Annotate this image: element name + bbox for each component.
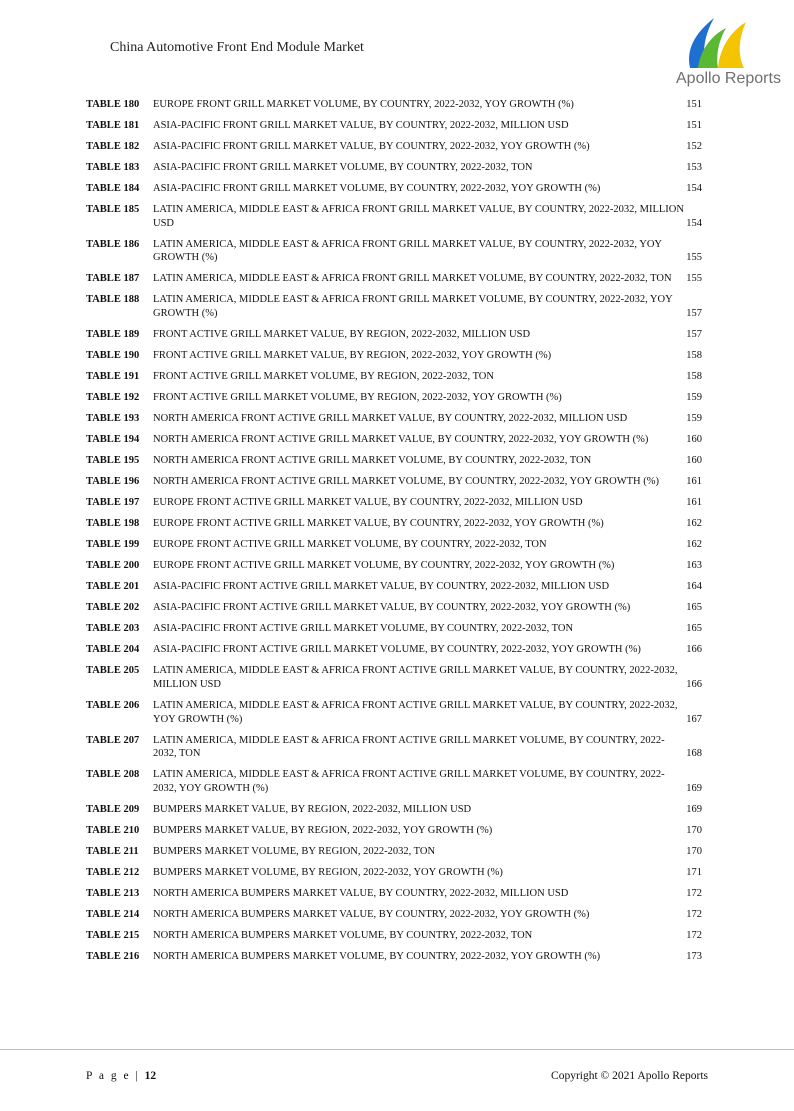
toc-table-title: FRONT ACTIVE GRILL MARKET VOLUME, BY REGION, 2022-2032, YOY GROWTH (%) [153, 392, 562, 404]
toc-table-number: TABLE 180 [86, 99, 140, 110]
toc-table-title: BUMPERS MARKET VOLUME, BY REGION, 2022-2032, TON [153, 845, 436, 857]
toc-entry[interactable] [86, 161, 706, 175]
toc-table-number: TABLE 209 [86, 803, 140, 815]
toc-entry[interactable] [86, 119, 706, 133]
toc-entry[interactable] [86, 887, 706, 901]
toc-table-number: TABLE 212 [86, 866, 140, 878]
toc-page-number: 165 [686, 602, 702, 614]
toc-page-number: 157 [686, 308, 702, 320]
toc-page-number: 157 [686, 329, 702, 341]
toc-table-number: TABLE 199 [86, 539, 140, 551]
toc-entry[interactable] [86, 768, 706, 795]
toc-table-number: TABLE 213 [86, 887, 140, 899]
toc-table-title: BUMPERS MARKET VOLUME, BY REGION, 2022-2032, YOY GROWTH (%) [153, 866, 503, 878]
toc-entry[interactable] [86, 98, 706, 112]
toc-table-title: LATIN AMERICA, MIDDLE EAST & AFRICA FRONT GRILL MARKET VALUE, BY COUNTRY, 2022-2032, YOY GROWTH (%) [153, 238, 662, 264]
toc-table-title: LATIN AMERICA, MIDDLE EAST & AFRICA FRONT ACTIVE GRILL MARKET VALUE, BY COUNTRY, 2022-2032, YOY GROWTH (%) [153, 699, 678, 725]
toc-entry[interactable] [86, 559, 706, 573]
toc-table-title: FRONT ACTIVE GRILL MARKET VALUE, BY REGION, 2022-2032, YOY GROWTH (%) [153, 350, 552, 362]
toc-table-number: TABLE 187 [86, 273, 140, 285]
toc-entry[interactable] [86, 182, 706, 196]
toc-page-number: 169 [686, 803, 702, 815]
toc-table-number: TABLE 196 [86, 476, 140, 488]
toc-table-title: ASIA-PACIFIC FRONT GRILL MARKET VALUE, BY COUNTRY, 2022-2032, MILLION USD [153, 120, 569, 131]
toc-table-number: TABLE 188 [86, 294, 140, 306]
toc-page-number: 166 [686, 678, 702, 690]
footer-page-indicator [86, 1070, 156, 1082]
toc-table-number: TABLE 194 [86, 434, 140, 446]
toc-entry[interactable] [86, 517, 706, 531]
toc-entry[interactable] [86, 140, 706, 154]
toc-table-number: TABLE 189 [86, 329, 140, 341]
toc-page-number: 168 [686, 748, 702, 760]
page-header-title: China Automotive Front End Module Market [110, 40, 364, 55]
toc-entry[interactable] [86, 601, 706, 615]
toc-entry[interactable] [86, 412, 706, 426]
toc-table-title: ASIA-PACIFIC FRONT GRILL MARKET VOLUME, BY COUNTRY, 2022-2032, YOY GROWTH (%) [153, 183, 601, 194]
toc-entry[interactable] [86, 538, 706, 552]
toc-entry[interactable] [86, 475, 706, 489]
toc-page-number: 154 [686, 183, 702, 194]
toc-entry[interactable] [86, 203, 706, 230]
toc-entry[interactable] [86, 328, 706, 342]
toc-table-number: TABLE 193 [86, 413, 140, 425]
logo-text: Apollo Reports [676, 70, 781, 87]
toc-entry[interactable] [86, 370, 706, 384]
toc-entry[interactable] [86, 824, 706, 838]
toc-table-title: EUROPE FRONT ACTIVE GRILL MARKET VOLUME, BY COUNTRY, 2022-2032, YOY GROWTH (%) [153, 560, 615, 572]
toc-table-number: TABLE 181 [86, 120, 140, 131]
toc-page-number: 154 [686, 217, 702, 229]
toc-table-title: ASIA-PACIFIC FRONT ACTIVE GRILL MARKET VALUE, BY COUNTRY, 2022-2032, MILLION USD [153, 581, 610, 593]
toc-page-number: 170 [686, 824, 702, 836]
toc-table-number: TABLE 182 [86, 141, 140, 152]
toc-table-title: FRONT ACTIVE GRILL MARKET VALUE, BY REGION, 2022-2032, MILLION USD [153, 329, 531, 341]
toc-page-number: 160 [686, 455, 702, 467]
toc-table-title: NORTH AMERICA FRONT ACTIVE GRILL MARKET VOLUME, BY COUNTRY, 2022-2032, YOY GROWTH (%) [153, 476, 659, 488]
toc-entry[interactable] [86, 580, 706, 594]
toc-table-number: TABLE 203 [86, 623, 140, 635]
toc-table-title: BUMPERS MARKET VALUE, BY REGION, 2022-2032, MILLION USD [153, 803, 472, 815]
toc-table-title: ASIA-PACIFIC FRONT ACTIVE GRILL MARKET VALUE, BY COUNTRY, 2022-2032, YOY GROWTH (%) [153, 602, 631, 614]
toc-page-number: 172 [686, 887, 702, 899]
toc-page-number: 152 [686, 141, 702, 152]
toc-page-number: 172 [686, 929, 702, 941]
toc-entry[interactable] [86, 622, 706, 636]
footer-page-label: P a g e | [86, 1070, 140, 1082]
toc-page-number: 172 [686, 908, 702, 920]
toc-entry[interactable] [86, 734, 706, 761]
toc-table-title: NORTH AMERICA BUMPERS MARKET VALUE, BY COUNTRY, 2022-2032, YOY GROWTH (%) [153, 908, 590, 920]
toc-table-number: TABLE 190 [86, 350, 140, 362]
toc-page-number: 159 [686, 392, 702, 404]
toc-table-title: NORTH AMERICA FRONT ACTIVE GRILL MARKET VALUE, BY COUNTRY, 2022-2032, YOY GROWTH (%) [153, 434, 649, 446]
toc-entry[interactable] [86, 908, 706, 922]
toc-entry[interactable] [86, 454, 706, 468]
toc-page-number: 169 [686, 782, 702, 794]
toc-table-title: NORTH AMERICA BUMPERS MARKET VOLUME, BY COUNTRY, 2022-2032, TON [153, 929, 533, 941]
toc-entry[interactable] [86, 349, 706, 363]
toc-entry[interactable] [86, 496, 706, 510]
toc-entry[interactable] [86, 272, 706, 286]
toc-table-title: EUROPE FRONT ACTIVE GRILL MARKET VOLUME, BY COUNTRY, 2022-2032, TON [153, 539, 547, 551]
toc-entry[interactable] [86, 699, 706, 726]
toc-table-number: TABLE 184 [86, 183, 140, 194]
toc-page-number: 151 [686, 99, 702, 110]
toc-table-number: TABLE 185 [86, 204, 140, 215]
toc-table-title: EUROPE FRONT GRILL MARKET VOLUME, BY COUNTRY, 2022-2032, YOY GROWTH (%) [153, 99, 574, 110]
toc-page-number: 162 [686, 518, 702, 530]
toc-table-title: EUROPE FRONT ACTIVE GRILL MARKET VALUE, BY COUNTRY, 2022-2032, YOY GROWTH (%) [153, 518, 604, 530]
toc-page-number: 155 [686, 252, 702, 264]
toc-entry[interactable] [86, 950, 706, 964]
toc-table-number: TABLE 206 [86, 699, 140, 711]
toc-table-title: NORTH AMERICA FRONT ACTIVE GRILL MARKET VALUE, BY COUNTRY, 2022-2032, MILLION USD [153, 413, 628, 425]
toc-page-number: 167 [686, 713, 702, 725]
toc-table-number: TABLE 214 [86, 908, 140, 920]
toc-table-number: TABLE 204 [86, 644, 140, 656]
footer-divider [0, 1049, 794, 1050]
toc-page-number: 170 [686, 845, 702, 857]
apollo-reports-logo [676, 12, 781, 92]
toc-table-title: ASIA-PACIFIC FRONT ACTIVE GRILL MARKET VOLUME, BY COUNTRY, 2022-2032, YOY GROWTH (%) [153, 644, 641, 656]
toc-entry[interactable] [86, 866, 706, 880]
toc-page-number: 158 [686, 350, 702, 362]
toc-page-number: 161 [686, 497, 702, 509]
toc-table-number: TABLE 195 [86, 455, 140, 467]
toc-table-title: FRONT ACTIVE GRILL MARKET VOLUME, BY REGION, 2022-2032, TON [153, 371, 494, 383]
toc-table-title: LATIN AMERICA, MIDDLE EAST & AFRICA FRONT ACTIVE GRILL MARKET VOLUME, BY COUNTRY, 2022-2032, TON [153, 734, 665, 760]
footer-page-number: 12 [144, 1070, 157, 1082]
toc-table-number: TABLE 192 [86, 392, 140, 404]
toc-table-number: TABLE 215 [86, 929, 140, 941]
toc-page-number: 162 [686, 539, 702, 551]
toc-entry[interactable] [86, 845, 706, 859]
toc-table-title: LATIN AMERICA, MIDDLE EAST & AFRICA FRONT ACTIVE GRILL MARKET VALUE, BY COUNTRY, 2022-2032, MILLION USD [153, 665, 678, 690]
toc-page-number: 160 [686, 434, 702, 446]
toc-page-number: 153 [686, 162, 702, 173]
toc-page-number: 155 [686, 273, 702, 285]
toc-table-number: TABLE 208 [86, 769, 140, 781]
toc-table-number: TABLE 198 [86, 518, 140, 530]
toc-table-number: TABLE 202 [86, 602, 140, 614]
toc-entry[interactable] [86, 664, 706, 691]
toc-page-number: 159 [686, 413, 702, 425]
toc-entry[interactable] [86, 391, 706, 405]
table-of-contents-list [86, 98, 706, 971]
toc-page-number: 163 [686, 560, 702, 572]
toc-page-number: 158 [686, 371, 702, 383]
toc-page-number: 161 [686, 476, 702, 488]
toc-table-number: TABLE 211 [86, 845, 139, 857]
toc-table-number: TABLE 200 [86, 560, 140, 572]
toc-page-number: 164 [686, 581, 702, 593]
toc-table-title: ASIA-PACIFIC FRONT ACTIVE GRILL MARKET VOLUME, BY COUNTRY, 2022-2032, TON [153, 623, 574, 635]
toc-page-number: 165 [686, 623, 702, 635]
toc-table-title: NORTH AMERICA FRONT ACTIVE GRILL MARKET VOLUME, BY COUNTRY, 2022-2032, TON [153, 455, 592, 467]
toc-table-number: TABLE 183 [86, 162, 140, 173]
logo-mark-icon [684, 12, 754, 70]
toc-table-title: LATIN AMERICA, MIDDLE EAST & AFRICA FRONT GRILL MARKET VALUE, BY COUNTRY, 2022-2032, MILLION USD [153, 204, 684, 229]
toc-table-title: NORTH AMERICA BUMPERS MARKET VOLUME, BY COUNTRY, 2022-2032, YOY GROWTH (%) [153, 950, 601, 962]
toc-table-title: LATIN AMERICA, MIDDLE EAST & AFRICA FRONT GRILL MARKET VOLUME, BY COUNTRY, 2022-2032, YOY GROWTH (%) [153, 294, 673, 320]
toc-table-title: ASIA-PACIFIC FRONT GRILL MARKET VOLUME, BY COUNTRY, 2022-2032, TON [153, 162, 533, 173]
toc-table-title: BUMPERS MARKET VALUE, BY REGION, 2022-2032, YOY GROWTH (%) [153, 824, 493, 836]
toc-table-number: TABLE 191 [86, 371, 140, 383]
toc-entry[interactable] [86, 433, 706, 447]
toc-entry[interactable] [86, 293, 706, 320]
toc-page-number: 151 [686, 120, 702, 131]
toc-table-number: TABLE 197 [86, 497, 140, 509]
toc-page-number: 173 [686, 950, 702, 962]
toc-entry[interactable] [86, 929, 706, 943]
toc-entry[interactable] [86, 238, 706, 265]
toc-table-number: TABLE 216 [86, 950, 140, 962]
toc-table-title: LATIN AMERICA, MIDDLE EAST & AFRICA FRONT ACTIVE GRILL MARKET VOLUME, BY COUNTRY, 2022-2032, YOY GROWTH (%) [153, 769, 665, 794]
toc-entry[interactable] [86, 643, 706, 657]
toc-table-title: LATIN AMERICA, MIDDLE EAST & AFRICA FRONT GRILL MARKET VOLUME, BY COUNTRY, 2022-2032, TON [153, 273, 672, 285]
toc-entry[interactable] [86, 803, 706, 817]
toc-page-number: 166 [686, 644, 702, 656]
toc-table-title: ASIA-PACIFIC FRONT GRILL MARKET VALUE, BY COUNTRY, 2022-2032, YOY GROWTH (%) [153, 141, 590, 152]
toc-table-number: TABLE 205 [86, 665, 140, 677]
toc-table-title: EUROPE FRONT ACTIVE GRILL MARKET VALUE, BY COUNTRY, 2022-2032, MILLION USD [153, 497, 583, 509]
toc-table-number: TABLE 201 [86, 581, 140, 593]
toc-table-number: TABLE 207 [86, 734, 140, 746]
toc-page-number: 171 [686, 866, 702, 878]
toc-table-number: TABLE 186 [86, 238, 140, 250]
toc-table-title: NORTH AMERICA BUMPERS MARKET VALUE, BY COUNTRY, 2022-2032, MILLION USD [153, 887, 569, 899]
footer-copyright: Copyright © 2021 Apollo Reports [551, 1070, 708, 1082]
toc-table-number: TABLE 210 [86, 824, 140, 836]
